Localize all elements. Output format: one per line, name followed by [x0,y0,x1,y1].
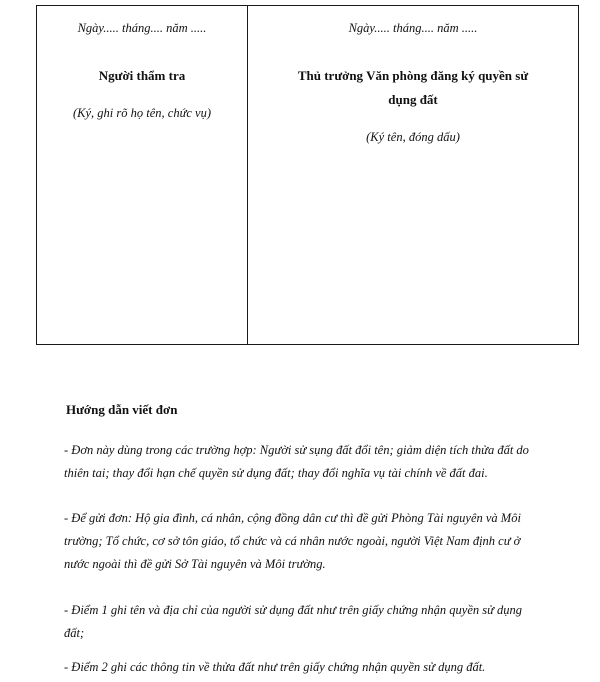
inspector-date-line: Ngày..... tháng.... năm ..... [77,21,207,35]
guide-paragraph: - Đơn này dùng trong các trường hợp: Người sử sụng đất đổi tên; giảm diện tích thửa đất do thiên tai; thay đổi hạn chế quyền sử dụng đất; thay đổi nghĩa vụ tài chính về đất đai. [64,443,529,480]
inspector-title: Người thẩm tra [98,68,186,83]
signature-cell-office-head [248,6,578,344]
guide-paragraph: - Điểm 1 ghi tên và địa chỉ của người sử dụng đất như trên giấy chứng nhận quyền sử dụng đất; [64,603,523,640]
guide-paragraph: - Điểm 2 ghi các thông tin về thửa đất như trên giấy chứng nhận quyền sử dụng đất. [64,660,486,674]
office-head-date-line: Ngày..... tháng.... năm ..... [348,21,478,35]
office-head-title: Thủ trưởng Văn phòng đăng ký quyền sử dụng đất [297,68,529,107]
office-head-sign-note: (Ký tên, đóng dấu) [366,130,460,144]
guide-paragraph: - Để gửi đơn: Hộ gia đình, cá nhân, cộng đồng dân cư thì đề gửi Phòng Tài nguyên và Môi trường; Tổ chức, cơ sở tôn giáo, tổ chức và cá nhân nước ngoài, người Việt Nam định cư ở nước ngoài thì đề gửi Sở Tài nguyên và Môi trường. [64,511,521,571]
signature-table [36,5,579,345]
guide-heading: Hướng dẫn viết đơn [66,402,178,417]
inspector-sign-note: (Ký, ghi rõ họ tên, chức vụ) [72,106,212,120]
signature-cell-inspector [37,6,248,344]
